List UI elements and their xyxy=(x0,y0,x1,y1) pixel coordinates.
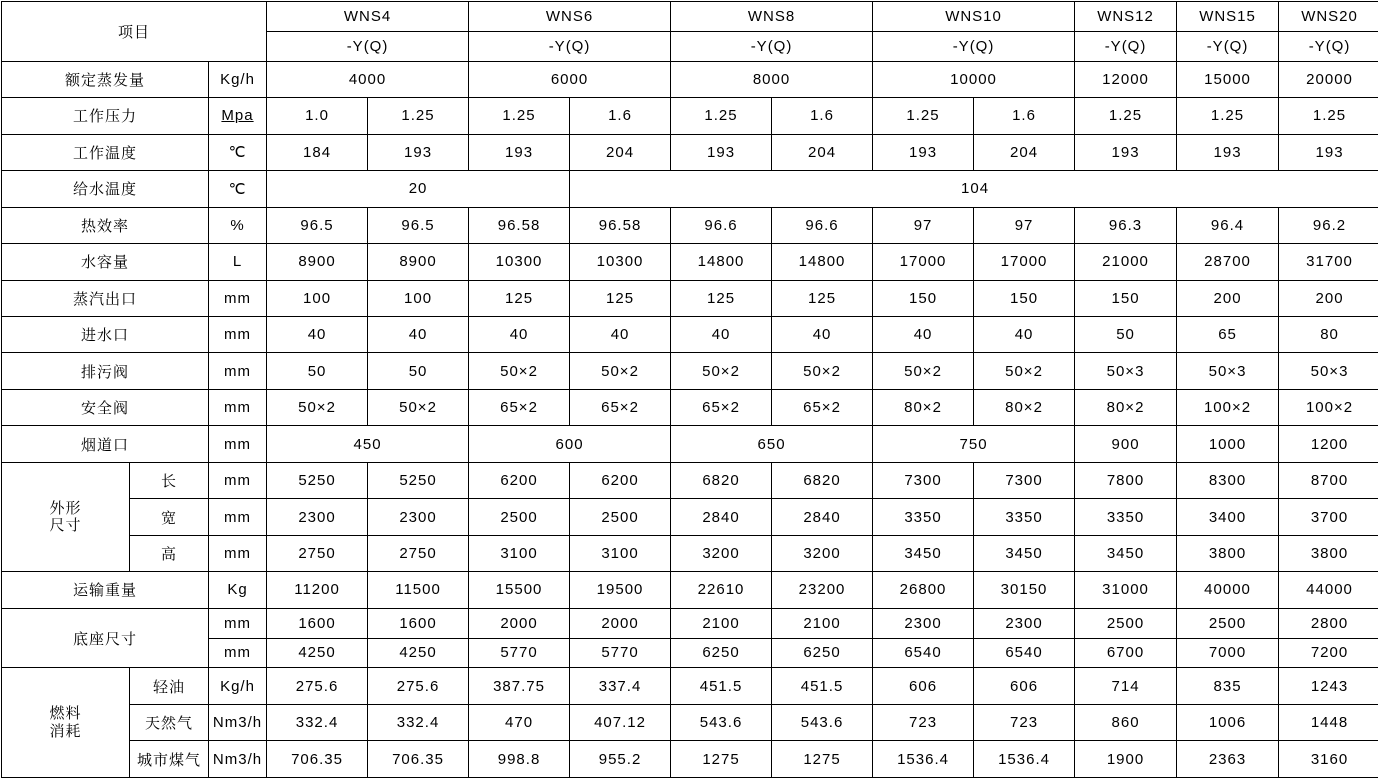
cell-thermal-efficiency-10: 96.4 xyxy=(1177,207,1279,243)
cell-dimension-width-10: 3400 xyxy=(1177,499,1279,535)
cell-fuel-light-oil-6: 451.5 xyxy=(772,668,873,704)
cell-transport-weight-9: 31000 xyxy=(1075,572,1177,608)
row-unit-base-size-1: mm xyxy=(209,608,267,638)
cell-rated-evaporation-wns4: 4000 xyxy=(267,61,469,97)
cell-dimension-height-6: 3200 xyxy=(772,535,873,571)
cell-working-temperature-2: 193 xyxy=(368,134,469,170)
cell-fuel-natural-gas-10: 1006 xyxy=(1177,704,1279,740)
cell-transport-weight-7: 26800 xyxy=(873,572,974,608)
cell-flue-outlet-wns15: 1000 xyxy=(1177,426,1279,462)
cell-thermal-efficiency-2: 96.5 xyxy=(368,207,469,243)
cell-safety-valve-7: 80×2 xyxy=(873,389,974,425)
cell-blowdown-valve-8: 50×2 xyxy=(974,353,1075,389)
cell-dimension-length-6: 6820 xyxy=(772,462,873,498)
table-row-working-pressure xyxy=(2,98,1378,134)
cell-fuel-light-oil-9: 714 xyxy=(1075,668,1177,704)
row-unit-fuel-natural-gas: Nm3/h xyxy=(209,704,267,740)
cell-flue-outlet-wns6: 600 xyxy=(469,426,671,462)
cell-dimension-width-7: 3350 xyxy=(873,499,974,535)
cell-safety-valve-5: 65×2 xyxy=(671,389,772,425)
cell-transport-weight-10: 40000 xyxy=(1177,572,1279,608)
cell-dimension-length-4: 6200 xyxy=(570,462,671,498)
table-row-fuel-light-oil xyxy=(2,668,1378,704)
cell-working-pressure-1: 1.0 xyxy=(267,98,368,134)
cell-dimension-width-2: 2300 xyxy=(368,499,469,535)
cell-fuel-natural-gas-8: 723 xyxy=(974,704,1075,740)
cell-transport-weight-11: 44000 xyxy=(1279,572,1378,608)
cell-blowdown-valve-11: 50×3 xyxy=(1279,353,1378,389)
header-subtype-wns6: -Y(Q) xyxy=(469,31,671,61)
cell-dimension-height-3: 3100 xyxy=(469,535,570,571)
row-unit-thermal-efficiency: % xyxy=(209,207,267,243)
table-row-dimension-height xyxy=(2,535,1378,571)
cell-working-pressure-9: 1.25 xyxy=(1075,98,1177,134)
row-label-dimension-length: 长 xyxy=(130,462,209,498)
spec-sheet xyxy=(0,1,1378,780)
row-unit-rated-evaporation: Kg/h xyxy=(209,61,267,97)
cell-blowdown-valve-9: 50×3 xyxy=(1075,353,1177,389)
cell-dimension-length-3: 6200 xyxy=(469,462,570,498)
cell-steam-outlet-7: 150 xyxy=(873,280,974,316)
cell-fuel-natural-gas-3: 470 xyxy=(469,704,570,740)
cell-flue-outlet-wns10: 750 xyxy=(873,426,1075,462)
row-label-dimension-width: 宽 xyxy=(130,499,209,535)
row-label-water-capacity: 水容量 xyxy=(2,244,209,280)
cell-rated-evaporation-wns8: 8000 xyxy=(671,61,873,97)
row-unit-water-inlet: mm xyxy=(209,316,267,352)
row-label-fuel-natural-gas: 天然气 xyxy=(130,704,209,740)
row-label-working-temperature: 工作温度 xyxy=(2,134,209,170)
cell-fuel-light-oil-11: 1243 xyxy=(1279,668,1378,704)
cell-flue-outlet-wns8: 650 xyxy=(671,426,873,462)
cell-dimension-width-11: 3700 xyxy=(1279,499,1378,535)
cell-transport-weight-4: 19500 xyxy=(570,572,671,608)
cell-rated-evaporation-wns10: 10000 xyxy=(873,61,1075,97)
row-label-steam-outlet: 蒸汽出口 xyxy=(2,280,209,316)
cell-transport-weight-6: 23200 xyxy=(772,572,873,608)
cell-water-inlet-11: 80 xyxy=(1279,316,1378,352)
cell-base-size-1-1: 1600 xyxy=(267,608,368,638)
cell-fuel-city-gas-4: 955.2 xyxy=(570,741,671,778)
cell-transport-weight-2: 11500 xyxy=(368,572,469,608)
cell-working-pressure-2: 1.25 xyxy=(368,98,469,134)
cell-fuel-light-oil-2: 275.6 xyxy=(368,668,469,704)
cell-dimension-length-11: 8700 xyxy=(1279,462,1378,498)
cell-thermal-efficiency-11: 96.2 xyxy=(1279,207,1378,243)
cell-dimension-height-2: 2750 xyxy=(368,535,469,571)
cell-water-capacity-4: 10300 xyxy=(570,244,671,280)
cell-steam-outlet-6: 125 xyxy=(772,280,873,316)
table-row-fuel-natural-gas xyxy=(2,704,1378,740)
cell-base-size-1-7: 2300 xyxy=(873,608,974,638)
cell-transport-weight-1: 11200 xyxy=(267,572,368,608)
row-group-label-dimensions xyxy=(2,462,130,571)
table-row-base-size-2 xyxy=(2,638,1378,668)
cell-dimension-height-7: 3450 xyxy=(873,535,974,571)
cell-fuel-city-gas-2: 706.35 xyxy=(368,741,469,778)
cell-thermal-efficiency-9: 96.3 xyxy=(1075,207,1177,243)
cell-dimension-width-9: 3350 xyxy=(1075,499,1177,535)
row-label-feedwater-temperature: 给水温度 xyxy=(2,171,209,207)
cell-steam-outlet-3: 125 xyxy=(469,280,570,316)
cell-fuel-natural-gas-9: 860 xyxy=(1075,704,1177,740)
cell-thermal-efficiency-5: 96.6 xyxy=(671,207,772,243)
row-label-flue-outlet: 烟道口 xyxy=(2,426,209,462)
cell-fuel-light-oil-3: 387.75 xyxy=(469,668,570,704)
cell-fuel-natural-gas-11: 1448 xyxy=(1279,704,1378,740)
cell-working-pressure-8: 1.6 xyxy=(974,98,1075,134)
cell-base-size-1-11: 2800 xyxy=(1279,608,1378,638)
cell-thermal-efficiency-4: 96.58 xyxy=(570,207,671,243)
cell-safety-valve-1: 50×2 xyxy=(267,389,368,425)
header-model-wns6: WNS6 xyxy=(469,2,671,32)
cell-fuel-city-gas-3: 998.8 xyxy=(469,741,570,778)
row-unit-fuel-city-gas: Nm3/h xyxy=(209,741,267,778)
cell-thermal-efficiency-3: 96.58 xyxy=(469,207,570,243)
cell-steam-outlet-9: 150 xyxy=(1075,280,1177,316)
cell-safety-valve-8: 80×2 xyxy=(974,389,1075,425)
cell-fuel-city-gas-10: 2363 xyxy=(1177,741,1279,778)
row-label-working-pressure: 工作压力 xyxy=(2,98,209,134)
cell-water-inlet-9: 50 xyxy=(1075,316,1177,352)
cell-steam-outlet-2: 100 xyxy=(368,280,469,316)
cell-blowdown-valve-3: 50×2 xyxy=(469,353,570,389)
cell-dimension-width-1: 2300 xyxy=(267,499,368,535)
cell-water-inlet-5: 40 xyxy=(671,316,772,352)
cell-fuel-light-oil-8: 606 xyxy=(974,668,1075,704)
cell-rated-evaporation-wns15: 15000 xyxy=(1177,61,1279,97)
row-unit-dimension-length: mm xyxy=(209,462,267,498)
cell-water-inlet-8: 40 xyxy=(974,316,1075,352)
cell-base-size-2-9: 6700 xyxy=(1075,638,1177,668)
cell-base-size-2-11: 7200 xyxy=(1279,638,1378,668)
header-model-wns12: WNS12 xyxy=(1075,2,1177,32)
table-row-base-size-1 xyxy=(2,608,1378,638)
cell-water-capacity-7: 17000 xyxy=(873,244,974,280)
cell-working-temperature-5: 193 xyxy=(671,134,772,170)
cell-working-pressure-3: 1.25 xyxy=(469,98,570,134)
cell-dimension-height-4: 3100 xyxy=(570,535,671,571)
cell-rated-evaporation-wns6: 6000 xyxy=(469,61,671,97)
header-item-label: 项目 xyxy=(2,2,267,62)
cell-blowdown-valve-7: 50×2 xyxy=(873,353,974,389)
cell-dimension-height-9: 3450 xyxy=(1075,535,1177,571)
cell-base-size-1-5: 2100 xyxy=(671,608,772,638)
cell-working-pressure-11: 1.25 xyxy=(1279,98,1378,134)
cell-transport-weight-5: 22610 xyxy=(671,572,772,608)
table-row-fuel-city-gas xyxy=(2,741,1378,778)
header-model-wns8: WNS8 xyxy=(671,2,873,32)
cell-dimension-height-11: 3800 xyxy=(1279,535,1378,571)
row-unit-working-temperature: ℃ xyxy=(209,134,267,170)
cell-base-size-1-8: 2300 xyxy=(974,608,1075,638)
cell-dimension-length-7: 7300 xyxy=(873,462,974,498)
cell-dimension-length-2: 5250 xyxy=(368,462,469,498)
cell-feedwater-temperature-group2: 104 xyxy=(570,171,1378,207)
cell-base-size-2-2: 4250 xyxy=(368,638,469,668)
cell-water-inlet-3: 40 xyxy=(469,316,570,352)
cell-dimension-length-10: 8300 xyxy=(1177,462,1279,498)
cell-water-capacity-10: 28700 xyxy=(1177,244,1279,280)
cell-water-capacity-5: 14800 xyxy=(671,244,772,280)
header-model-wns4: WNS4 xyxy=(267,2,469,32)
row-label-rated-evaporation: 额定蒸发量 xyxy=(2,61,209,97)
cell-dimension-width-3: 2500 xyxy=(469,499,570,535)
cell-working-pressure-5: 1.25 xyxy=(671,98,772,134)
cell-base-size-1-9: 2500 xyxy=(1075,608,1177,638)
cell-working-temperature-1: 184 xyxy=(267,134,368,170)
cell-rated-evaporation-wns20: 20000 xyxy=(1279,61,1378,97)
cell-fuel-natural-gas-7: 723 xyxy=(873,704,974,740)
cell-base-size-2-1: 4250 xyxy=(267,638,368,668)
cell-water-inlet-4: 40 xyxy=(570,316,671,352)
cell-safety-valve-9: 80×2 xyxy=(1075,389,1177,425)
cell-steam-outlet-8: 150 xyxy=(974,280,1075,316)
cell-water-capacity-3: 10300 xyxy=(469,244,570,280)
row-unit-dimension-width: mm xyxy=(209,499,267,535)
table-header-row-models xyxy=(2,2,1378,32)
cell-dimension-length-8: 7300 xyxy=(974,462,1075,498)
row-unit-feedwater-temperature: ℃ xyxy=(209,171,267,207)
cell-blowdown-valve-6: 50×2 xyxy=(772,353,873,389)
table-row-blowdown-valve xyxy=(2,353,1378,389)
row-label-base-size: 底座尺寸 xyxy=(2,608,209,668)
cell-blowdown-valve-10: 50×3 xyxy=(1177,353,1279,389)
header-subtype-wns10: -Y(Q) xyxy=(873,31,1075,61)
cell-safety-valve-4: 65×2 xyxy=(570,389,671,425)
row-label-transport-weight: 运输重量 xyxy=(2,572,209,608)
cell-dimension-height-5: 3200 xyxy=(671,535,772,571)
cell-safety-valve-3: 65×2 xyxy=(469,389,570,425)
header-subtype-wns12: -Y(Q) xyxy=(1075,31,1177,61)
cell-blowdown-valve-5: 50×2 xyxy=(671,353,772,389)
table-row-feedwater-temperature xyxy=(2,171,1378,207)
cell-feedwater-temperature-group1: 20 xyxy=(267,171,570,207)
cell-fuel-city-gas-9: 1900 xyxy=(1075,741,1177,778)
header-model-wns20: WNS20 xyxy=(1279,2,1378,32)
table-row-dimension-length xyxy=(2,462,1378,498)
cell-working-temperature-4: 204 xyxy=(570,134,671,170)
cell-blowdown-valve-1: 50 xyxy=(267,353,368,389)
cell-base-size-1-2: 1600 xyxy=(368,608,469,638)
cell-water-inlet-10: 65 xyxy=(1177,316,1279,352)
cell-dimension-length-9: 7800 xyxy=(1075,462,1177,498)
cell-fuel-natural-gas-2: 332.4 xyxy=(368,704,469,740)
cell-safety-valve-2: 50×2 xyxy=(368,389,469,425)
cell-working-pressure-4: 1.6 xyxy=(570,98,671,134)
cell-water-capacity-1: 8900 xyxy=(267,244,368,280)
cell-thermal-efficiency-8: 97 xyxy=(974,207,1075,243)
table-row-water-capacity xyxy=(2,244,1378,280)
row-unit-working-pressure: Mpa xyxy=(209,98,267,134)
cell-water-capacity-2: 8900 xyxy=(368,244,469,280)
cell-fuel-city-gas-5: 1275 xyxy=(671,741,772,778)
cell-base-size-2-10: 7000 xyxy=(1177,638,1279,668)
cell-dimension-width-8: 3350 xyxy=(974,499,1075,535)
row-unit-base-size-2: mm xyxy=(209,638,267,668)
header-model-wns10: WNS10 xyxy=(873,2,1075,32)
cell-water-inlet-6: 40 xyxy=(772,316,873,352)
cell-working-temperature-7: 193 xyxy=(873,134,974,170)
cell-working-temperature-6: 204 xyxy=(772,134,873,170)
cell-fuel-city-gas-11: 3160 xyxy=(1279,741,1378,778)
cell-blowdown-valve-2: 50 xyxy=(368,353,469,389)
header-subtype-wns15: -Y(Q) xyxy=(1177,31,1279,61)
cell-fuel-city-gas-1: 706.35 xyxy=(267,741,368,778)
cell-rated-evaporation-wns12: 12000 xyxy=(1075,61,1177,97)
table-row-flue-outlet xyxy=(2,426,1378,462)
cell-dimension-height-8: 3450 xyxy=(974,535,1075,571)
cell-steam-outlet-10: 200 xyxy=(1177,280,1279,316)
cell-fuel-natural-gas-1: 332.4 xyxy=(267,704,368,740)
cell-fuel-light-oil-1: 275.6 xyxy=(267,668,368,704)
cell-fuel-natural-gas-6: 543.6 xyxy=(772,704,873,740)
cell-working-temperature-8: 204 xyxy=(974,134,1075,170)
row-unit-water-capacity: L xyxy=(209,244,267,280)
cell-base-size-1-6: 2100 xyxy=(772,608,873,638)
cell-water-capacity-9: 21000 xyxy=(1075,244,1177,280)
row-label-water-inlet: 进水口 xyxy=(2,316,209,352)
cell-working-pressure-6: 1.6 xyxy=(772,98,873,134)
cell-water-inlet-2: 40 xyxy=(368,316,469,352)
cell-transport-weight-8: 30150 xyxy=(974,572,1075,608)
cell-safety-valve-11: 100×2 xyxy=(1279,389,1378,425)
row-label-blowdown-valve: 排污阀 xyxy=(2,353,209,389)
cell-dimension-height-1: 2750 xyxy=(267,535,368,571)
cell-steam-outlet-4: 125 xyxy=(570,280,671,316)
row-label-thermal-efficiency: 热效率 xyxy=(2,207,209,243)
cell-fuel-natural-gas-5: 543.6 xyxy=(671,704,772,740)
table-row-safety-valve xyxy=(2,389,1378,425)
table-row-thermal-efficiency xyxy=(2,207,1378,243)
cell-dimension-width-6: 2840 xyxy=(772,499,873,535)
table-row-steam-outlet xyxy=(2,280,1378,316)
cell-dimension-length-1: 5250 xyxy=(267,462,368,498)
cell-working-temperature-9: 193 xyxy=(1075,134,1177,170)
cell-dimension-height-10: 3800 xyxy=(1177,535,1279,571)
row-unit-steam-outlet: mm xyxy=(209,280,267,316)
boiler-specification-table xyxy=(1,1,1378,778)
cell-steam-outlet-1: 100 xyxy=(267,280,368,316)
cell-safety-valve-10: 100×2 xyxy=(1177,389,1279,425)
cell-thermal-efficiency-7: 97 xyxy=(873,207,974,243)
cell-fuel-light-oil-4: 337.4 xyxy=(570,668,671,704)
cell-water-capacity-8: 17000 xyxy=(974,244,1075,280)
table-row-transport-weight xyxy=(2,572,1378,608)
fuel-label-line1: 燃料 xyxy=(49,705,81,722)
table-row-rated-evaporation xyxy=(2,61,1378,97)
cell-fuel-city-gas-6: 1275 xyxy=(772,741,873,778)
table-row-working-temperature xyxy=(2,134,1378,170)
cell-base-size-2-8: 6540 xyxy=(974,638,1075,668)
cell-water-inlet-7: 40 xyxy=(873,316,974,352)
row-unit-transport-weight: Kg xyxy=(209,572,267,608)
cell-working-pressure-10: 1.25 xyxy=(1177,98,1279,134)
cell-steam-outlet-11: 200 xyxy=(1279,280,1378,316)
row-unit-safety-valve: mm xyxy=(209,389,267,425)
row-label-fuel-light-oil: 轻油 xyxy=(130,668,209,704)
fuel-label-line2: 消耗 xyxy=(49,723,81,740)
cell-water-capacity-6: 14800 xyxy=(772,244,873,280)
row-label-fuel-city-gas: 城市煤气 xyxy=(130,741,209,778)
cell-base-size-2-5: 6250 xyxy=(671,638,772,668)
dimension-label-line2: 尺寸 xyxy=(49,517,81,534)
cell-steam-outlet-5: 125 xyxy=(671,280,772,316)
cell-flue-outlet-wns4: 450 xyxy=(267,426,469,462)
row-label-safety-valve: 安全阀 xyxy=(2,389,209,425)
cell-base-size-2-6: 6250 xyxy=(772,638,873,668)
header-subtype-wns4: -Y(Q) xyxy=(267,31,469,61)
dimension-label-line1: 外形 xyxy=(49,500,81,517)
cell-safety-valve-6: 65×2 xyxy=(772,389,873,425)
cell-water-capacity-11: 31700 xyxy=(1279,244,1378,280)
row-label-dimension-height: 高 xyxy=(130,535,209,571)
row-unit-blowdown-valve: mm xyxy=(209,353,267,389)
cell-working-temperature-10: 193 xyxy=(1177,134,1279,170)
cell-base-size-1-4: 2000 xyxy=(570,608,671,638)
header-subtype-wns20: -Y(Q) xyxy=(1279,31,1378,61)
cell-flue-outlet-wns12: 900 xyxy=(1075,426,1177,462)
cell-flue-outlet-wns20: 1200 xyxy=(1279,426,1378,462)
cell-base-size-2-7: 6540 xyxy=(873,638,974,668)
cell-thermal-efficiency-1: 96.5 xyxy=(267,207,368,243)
row-unit-fuel-light-oil: Kg/h xyxy=(209,668,267,704)
cell-dimension-width-4: 2500 xyxy=(570,499,671,535)
cell-fuel-light-oil-5: 451.5 xyxy=(671,668,772,704)
cell-water-inlet-1: 40 xyxy=(267,316,368,352)
cell-fuel-light-oil-7: 606 xyxy=(873,668,974,704)
cell-base-size-2-3: 5770 xyxy=(469,638,570,668)
cell-base-size-2-4: 5770 xyxy=(570,638,671,668)
cell-fuel-light-oil-10: 835 xyxy=(1177,668,1279,704)
row-unit-flue-outlet: mm xyxy=(209,426,267,462)
row-unit-dimension-height: mm xyxy=(209,535,267,571)
cell-dimension-length-5: 6820 xyxy=(671,462,772,498)
cell-fuel-natural-gas-4: 407.12 xyxy=(570,704,671,740)
cell-thermal-efficiency-6: 96.6 xyxy=(772,207,873,243)
header-subtype-wns8: -Y(Q) xyxy=(671,31,873,61)
cell-working-temperature-11: 193 xyxy=(1279,134,1378,170)
cell-base-size-1-10: 2500 xyxy=(1177,608,1279,638)
row-group-label-fuel-consumption xyxy=(2,668,130,778)
cell-transport-weight-3: 15500 xyxy=(469,572,570,608)
cell-working-temperature-3: 193 xyxy=(469,134,570,170)
cell-blowdown-valve-4: 50×2 xyxy=(570,353,671,389)
table-row-dimension-width xyxy=(2,499,1378,535)
cell-fuel-city-gas-7: 1536.4 xyxy=(873,741,974,778)
cell-fuel-city-gas-8: 1536.4 xyxy=(974,741,1075,778)
cell-working-pressure-7: 1.25 xyxy=(873,98,974,134)
cell-dimension-width-5: 2840 xyxy=(671,499,772,535)
header-model-wns15: WNS15 xyxy=(1177,2,1279,32)
cell-base-size-1-3: 2000 xyxy=(469,608,570,638)
table-row-water-inlet xyxy=(2,316,1378,352)
